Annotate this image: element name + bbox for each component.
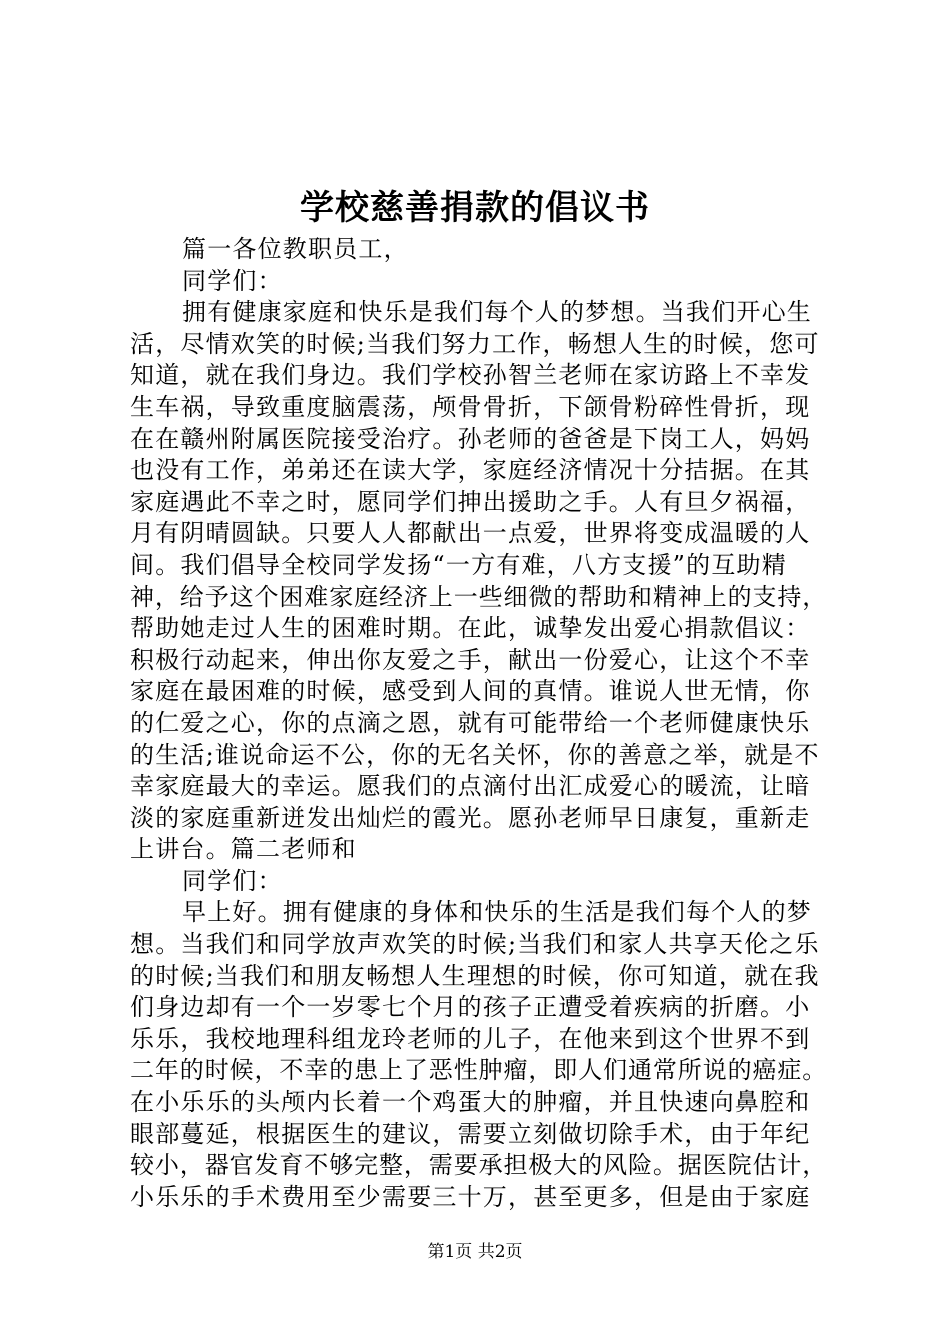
text-line: 小乐乐的手术费用至少需要三十万，甚至更多，但是由于家庭	[130, 1182, 811, 1211]
text-line: 篇一各位教职员工，	[182, 235, 409, 263]
text-line: 的生活;谁说命运不公，你的无名关怀，你的善意之举，就是不	[130, 740, 820, 769]
text-line: 幸家庭最大的幸运。愿我们的点滴付出汇成爱心的暖流，让暗	[130, 772, 811, 801]
text-line: 乐乐，我校地理科组龙玲老师的儿子，在他来到这个世界不到	[130, 1024, 811, 1053]
text-line: 知道，就在我们身边。我们学校孙智兰老师在家访路上不幸发	[130, 361, 811, 390]
text-line: 活，尽情欢笑的时候;当我们努力工作，畅想人生的时候，您可	[130, 329, 820, 358]
text-line: 神，给予这个困难家庭经济上一些细微的帮助和精神上的支持，	[130, 582, 828, 611]
text-line: 生车祸，导致重度脑震荡，颅骨骨折，下颌骨粉碎性骨折，现	[130, 392, 811, 421]
text-line: 家庭在最困难的时候，感受到人间的真情。谁说人世无情，你	[130, 677, 811, 706]
text-line: 间。我们倡导全校同学发扬“一方有难，八方支援”的互助精	[130, 550, 787, 579]
document-title: 学校慈善捐款的倡议书	[300, 188, 650, 228]
text-line: 上讲台。篇二老师和	[130, 835, 357, 864]
text-line: 较小，器官发育不够完整，需要承担极大的风险。据医院估计，	[130, 1151, 828, 1180]
text-line: 也没有工作，弟弟还在读大学，家庭经济情况十分拮据。在其	[130, 456, 811, 485]
text-line: 拥有健康家庭和快乐是我们每个人的梦想。当我们开心生	[182, 298, 812, 327]
text-line: 眼部蔓延，根据医生的建议，需要立刻做切除手术，由于年纪	[130, 1119, 811, 1148]
text-line: 在在赣州附属医院接受治疗。孙老师的爸爸是下岗工人，妈妈	[130, 424, 811, 453]
text-line: 的时候;当我们和朋友畅想人生理想的时候，你可知道，就在我	[130, 961, 820, 990]
text-line: 月有阴晴圆缺。只要人人都献出一点爱，世界将变成温暖的人	[130, 519, 811, 548]
page-footer: 第1页 共2页	[427, 1242, 523, 1262]
document-body	[130, 234, 830, 1213]
text-line: 帮助她走过人生的困难时期。在此，诚挚发出爱心捐款倡议：	[130, 614, 811, 643]
text-line: 二年的时候，不幸的患上了恶性肿瘤，即人们通常所说的癌症。	[130, 1056, 828, 1085]
text-line: 的仁爱之心，你的点滴之恩，就有可能带给一个老师健康快乐	[130, 708, 811, 737]
text-line: 积极行动起来，伸出你友爱之手，献出一份爱心，让这个不幸	[130, 645, 811, 674]
text-line: 想。当我们和同学放声欢笑的时候;当我们和家人共享天伦之乐	[130, 930, 820, 959]
text-line: 在小乐乐的头颅内长着一个鸡蛋大的肿瘤，并且快速向鼻腔和	[130, 1088, 811, 1117]
text-line: 同学们：	[182, 866, 283, 895]
text-line: 早上好。拥有健康的身体和快乐的生活是我们每个人的梦	[182, 898, 812, 927]
text-line: 家庭遇此不幸之时，愿同学们抻出援助之手。人有旦夕祸福，	[130, 487, 811, 516]
text-line: 淡的家庭重新迸发出灿烂的霞光。愿孙老师早日康复，重新走	[130, 803, 811, 832]
text-line: 同学们：	[182, 266, 283, 295]
text-line: 们身边却有一个一岁零七个月的孩子正遭受着疾病的折磨。小	[130, 993, 811, 1022]
